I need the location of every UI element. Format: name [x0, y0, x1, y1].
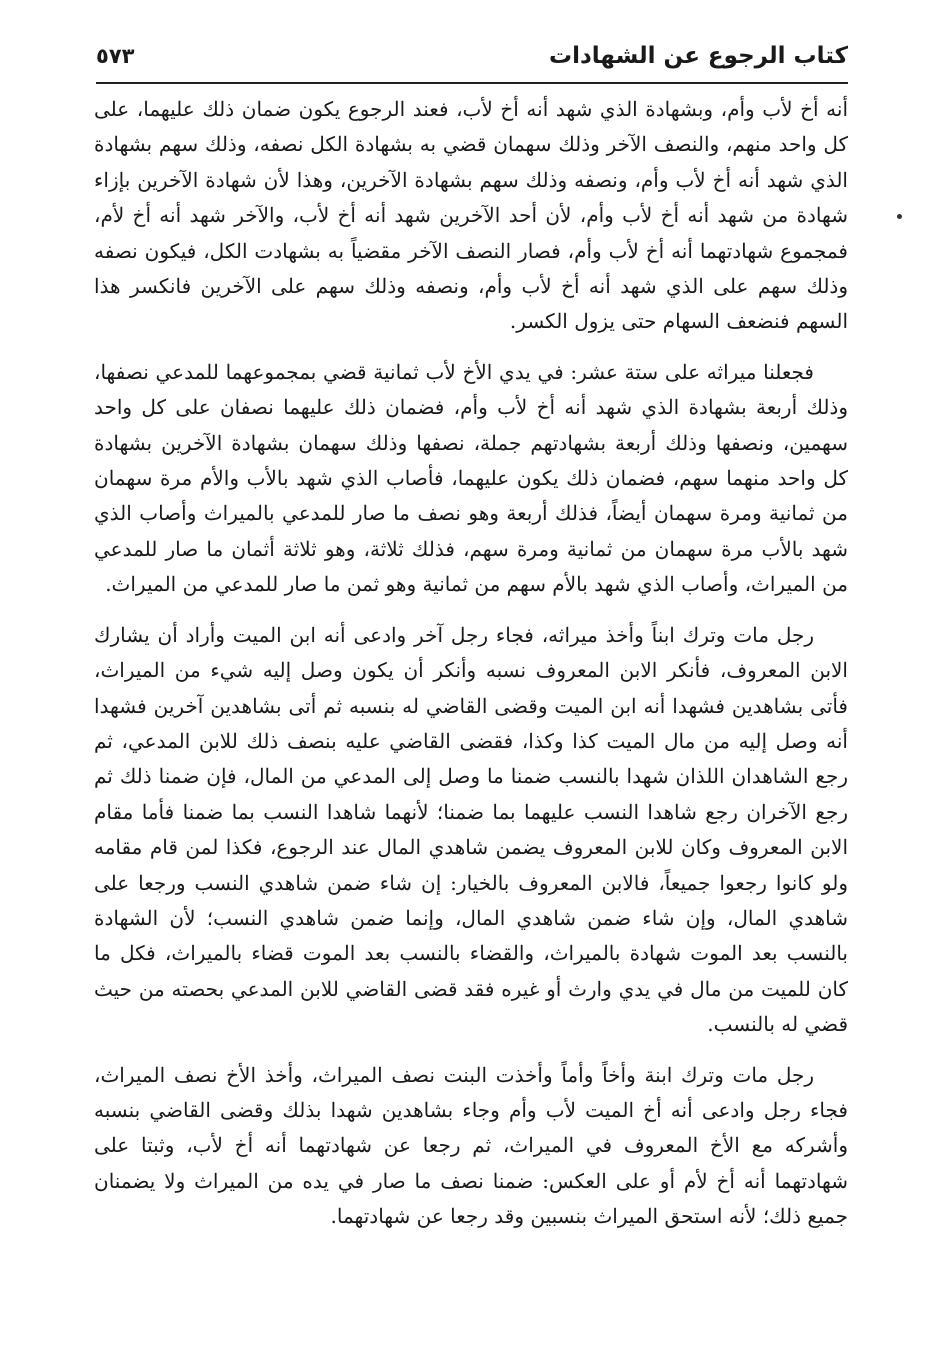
running-title: كتاب الرجوع عن الشهادات: [548, 43, 848, 69]
paragraph-2: فجعلنا ميراثه على ستة عشر: في يدي الأخ لأب ثمانية قضي بمجموعهما للمدعي نصفها، وذلك أربعة بشهادة الذي شهد أنه أخ لأب وأم، فضمان ذلك عليهما نصفان على كل واحد سهمين، ونصفها وذلك أربعة بشهادتهم جملة، نصفها وذلك سهمان بشهادة الآخرين بشهادة كل واحد منهما سهم، فضمان ذلك يكون عليهما، فأصاب الذي شهد بالأب والأم مرة سهمان من ثمانية ومرة سهمان أيضاً، فذلك أربعة وهو نصف ما صار للمدعي بالميراث وأصاب الذي شهد بالأب مرة سهمان من ثمانية ومرة سهم، فذلك ثلاثة، وهو ثلاثة أثمان ما صار للمدعي من الميراث، وأصاب الذي شهد بالأم سهم من ثمانية وهو ثمن ما صار للمدعي من الميراث.: [94, 359, 848, 597]
body-text: [94, 92, 848, 1235]
paragraph-1: أنه أخ لأب وأم، وبشهادة الذي شهد أنه أخ لأب، فعند الرجوع يكون ضمان ذلك عليهما، على كل واحد منهم، والنصف الآخر وذلك سهمان قضي به بشهادة الكل نصفه، وذلك سهم بشهادة الذي شهد أنه أخ لأب وأم، ونصفه وذلك سهم بشهادة الآخرين، وهذا لأن شهادة الآخرين بإزاء شهادة من شهد أنه أخ لأب وأم، لأن أحد الآخرين شهد أنه أخ لأب، والآخر شهد أنه أخ لأم، فمجموع شهادتهما أنه أخ لأب وأم، فصار النصف الآخر مقضياً به بشهادت الكل، فيكون نصفه وذلك سهم على الذي شهد أنه أخ لأب وأم، ونصفه وذلك سهم على الآخرين فانكسر هذا السهم فنضعف السهام حتى يزول الكسر.: [94, 97, 849, 334]
paragraph-4: رجل مات وترك ابنة وأخاً وأماً وأخذت البنت نصف الميراث، وأخذ الأخ نصف الميراث، فجاء رجل وادعى أنه أخ الميت لأب وأم وجاء بشاهدين شهدا بذلك وقضى القاضي بنسبه وأشركه مع الأخ المعروف في الميراث، ثم رجعا عن شهادتهما أنه أخ لأب، وثبتا على شهادتهما أنه أخ لأم أو على العكس: ضمنا نصف ما صار في يده من الميراث ولا يضمنان جميع ذلك؛ لأنه استحق الميراث بنسبين وقد رجعا عن شهادتهما.: [94, 1062, 848, 1229]
margin-dot: [897, 214, 902, 219]
paragraph-3: رجل مات وترك ابناً وأخذ ميراثه، فجاء رجل آخر وادعى أنه ابن الميت وأراد أن يشارك الابن المعروف، فأنكر الابن المعروف نسبه وأنكر أن يكون وصل إليه شيء من الميراث، فأتى بشاهدين فشهدا أنه ابن الميت وقضى القاضي له بنسبه ثم أتى بشاهدين آخرين فشهدا أنه وصل إليه من مال الميت كذا وكذا، فقضى القاضي عليه بنصف ذلك للابن المدعي، ثم رجع الشاهدان اللذان شهدا بالنسب ضمنا ما وصل إلى المدعي من المال، فإن ضمنا ذلك ثم رجع الآخران رجع شاهدا النسب عليهما بما ضمنا؛ لأنهما شاهدا النسب بما ضمنا فأما مقام الابن المعروف وكان للابن المعروف يضمن شاهدي المال عند الرجوع، فكذا لمن قام مقامه ولو كانوا رجعوا جميعاً، فالابن المعروف بالخيار: إن شاء ضمن شاهدي النسب ورجعا على شاهدي المال، وإن شاء ضمن شاهدي المال، وإنما ضمن شاهدي النسب؛ لأن الشهادة بالنسب بعد الموت شهادة بالميراث، والقضاء بالنسب بعد الموت قضاء بالميراث، فكل ما كان للميت من مال في يدي وارث أو غيره فقد قضى القاضي للابن المدعي بحصته من حيث قضي له بالنسب.: [94, 622, 848, 1037]
header-rule: [96, 82, 848, 84]
page-number: ٥٧٣: [96, 44, 135, 68]
page-header: [96, 36, 848, 76]
